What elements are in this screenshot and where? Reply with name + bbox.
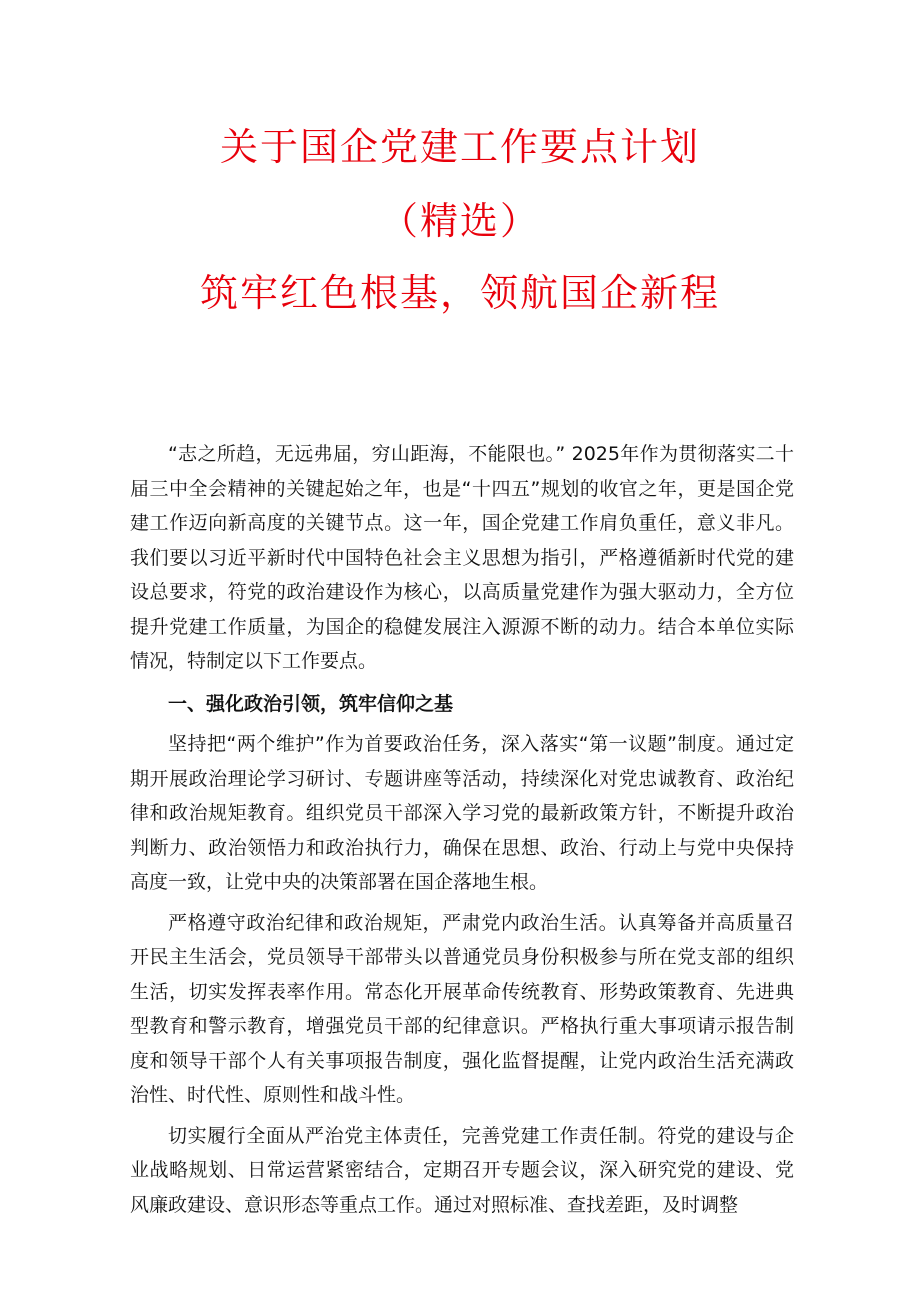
section-heading: 一、强化政治引领，筑牢信仰之基: [168, 692, 454, 715]
body-paragraph: 坚持把“两个维护”作为首要政治任务，深入落实“第一议题”制度。通过定期开展政治理论学习研讨、专题讲座等活动，持续深化对党忠诚教育、政治纪律和政治规矩教育。组织党员干部深入学习党的最新政策方针，不断提升政治判断力、政治领悟力和政治执行力，确保在思想、政治、行动上与党中央保持高度一致，让党中央的决策部署在国企落地生根。: [130, 733, 794, 893]
document-body: [130, 437, 794, 1228]
document-title-suffix: （精选）: [379, 199, 540, 243]
document-subtitle: 筑牢红色根基，领航国企新程: [199, 271, 720, 315]
body-paragraph: 切实履行全面从严治党主体责任，完善党建工作责任制。符党的建设与企业战略规划、日常运营紧密结合，定期召开专题会议，深入研究党的建设、党风廉政建设、意识形态等重点工作。通过对照标准、查找差距，及时调整: [130, 1124, 794, 1216]
body-paragraph: 严格遵守政治纪律和政治规矩，严肃党内政治生活。认真筹备并高质量召开民主生活会，党员领导干部带头以普通党员身份积极参与所在党支部的组织生活，切实发挥表率作用。常态化开展革命传统教育、形势政策教育、先进典型教育和警示教育，增强党员干部的纪律意识。严格执行重大事项请示报告制度和领导干部个人有关事项报告制度，强化监督提醒，让党内政治生活充满政治性、时代性、原则性和战斗性。: [130, 911, 794, 1106]
document-title-block: [0, 125, 920, 315]
document-title: 关于国企党建工作要点计划: [219, 125, 700, 169]
intro-paragraph: “志之所趋，无远弗届，穷山距海，不能限也。” 2025年作为贯彻落实二十届三中全会精神的关键起始之年，也是“十四五”规划的收官之年，更是国企党建工作迈向新高度的关键节点。这一年，国企党建工作肩负重任，意义非凡。我们要以习近平新时代中国特色社会主义思想为指引，严格遵循新时代党的建设总要求，符党的政治建设作为核心，以高质量党建作为强大驱动力，全方位提升党建工作质量，为国企的稳健发展注入源源不断的动力。结合本单位实际情况，特制定以下工作要点。: [130, 443, 794, 672]
